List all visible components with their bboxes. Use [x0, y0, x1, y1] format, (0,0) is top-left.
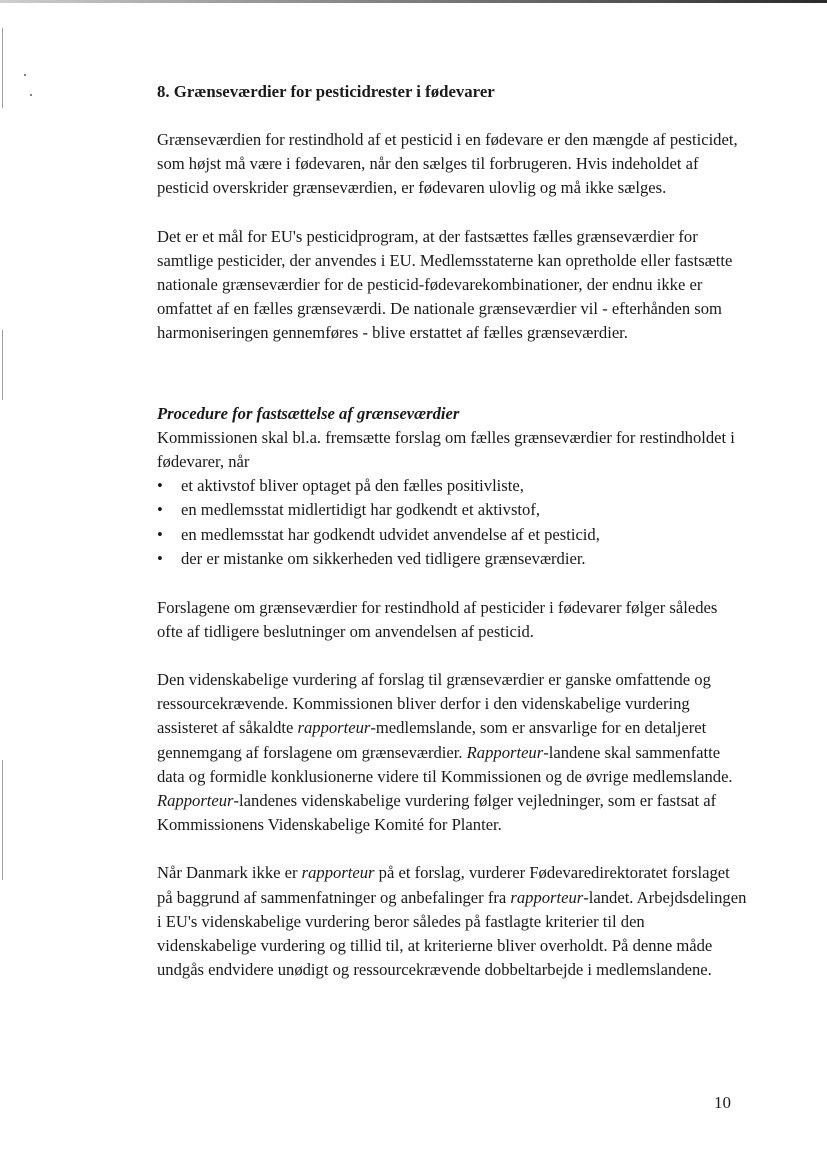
scan-margin-mark: [2, 760, 3, 880]
list-item: • et aktivstof bliver optaget på den fælles positivliste,: [157, 474, 747, 498]
list-item: • en medlemsstat har godkendt udvidet anvendelse af et pesticid,: [157, 523, 747, 547]
scan-margin-mark: [2, 28, 3, 108]
document-page: [157, 80, 747, 1007]
procedure-heading: Procedure for fastsættelse af grænseværdier: [157, 403, 460, 423]
bullet-icon: •: [157, 500, 163, 520]
paragraph-denmark: Når Danmark ikke er rapporteur på et forslag, vurderer Fødevaredirektoratet forslaget på baggrund af sammenfatninger og anbefalinger fra rapporteur-landet. Arbejdsdelingen i EU's videnskabelige vurdering beror således på fastlagte kriterier til den videnskabelige vurdering og tillid til, at kriterierne bliver overholdt. På denne måde undgås endvidere unødigt og ressourcekrævende dobbeltarbejde i medlemslandene.: [157, 863, 747, 980]
bullet-icon: •: [157, 549, 163, 569]
bullet-icon: •: [157, 476, 163, 496]
procedure-intro: Kommissionen skal bl.a. fremsætte forslag om fælles grænseværdier for restindholdet i fødevarer, når: [157, 427, 735, 471]
bullet-icon: •: [157, 524, 163, 544]
paragraph-proposals: Forslagene om grænseværdier for restindhold af pesticider i fødevarer følger således ofte af tidligere beslutninger om anvendelsen af pesticid.: [157, 597, 718, 641]
section-heading: 8. Grænseværdier for pesticidrester i fødevarer: [157, 82, 495, 101]
criteria-list: [157, 474, 747, 572]
spacer: [157, 370, 747, 402]
list-item: • en medlemsstat midlertidigt har godkendt et aktivstof,: [157, 498, 747, 522]
paragraph-scientific-assessment: Den videnskabelige vurdering af forslag til grænseværdier er ganske omfattende og ressourcekrævende. Kommissionen bliver derfor i den videnskabelige vurdering assisteret af såkaldte rapporteur-medlemslande, som er ansvarlige for en detaljeret gennemgang af forslagene om grænseværdier. Rapporteur-landene skal sammenfatte data og formidle konklusionerne videre til Kommissionen og de øvrige medlemslande. Rapporteur-landenes videnskabelige vurdering følger vejledninger, som er fastsat af Kommissionens Videnskabelige Komité for Planter.: [157, 670, 733, 835]
scan-margin-mark: [2, 330, 3, 400]
paragraph-definition: Grænseværdien for restindhold af et pesticid i en fødevare er den mængde af pesticidet, som højst må være i fødevaren, når den sælges til forbrugeren. Hvis indeholdet af pesticid overskrider grænseværdien, er fødevaren ulovlig og må ikke sælges.: [157, 130, 738, 198]
scan-edge-top: [0, 0, 827, 3]
page-number: 10: [714, 1093, 731, 1112]
scan-speck: [30, 94, 32, 96]
paragraph-eu-program: Det er et mål for EU's pesticidprogram, at der fastsættes fælles grænseværdier for samtlige pesticider, der anvendes i EU. Medlemsstaterne kan opretholde eller fastsætte nationale grænseværdier for de pesticid-fødevarekombinationer, der endnu ikke er omfattet af en fælles grænseværdi. De nationale grænseværdier vil - efterhånden som harmoniseringen gennemføres - blive erstattet af fælles grænseværdier.: [157, 226, 733, 343]
list-item: • der er mistanke om sikkerheden ved tidligere grænseværdier.: [157, 547, 747, 571]
scan-speck: [24, 74, 26, 76]
